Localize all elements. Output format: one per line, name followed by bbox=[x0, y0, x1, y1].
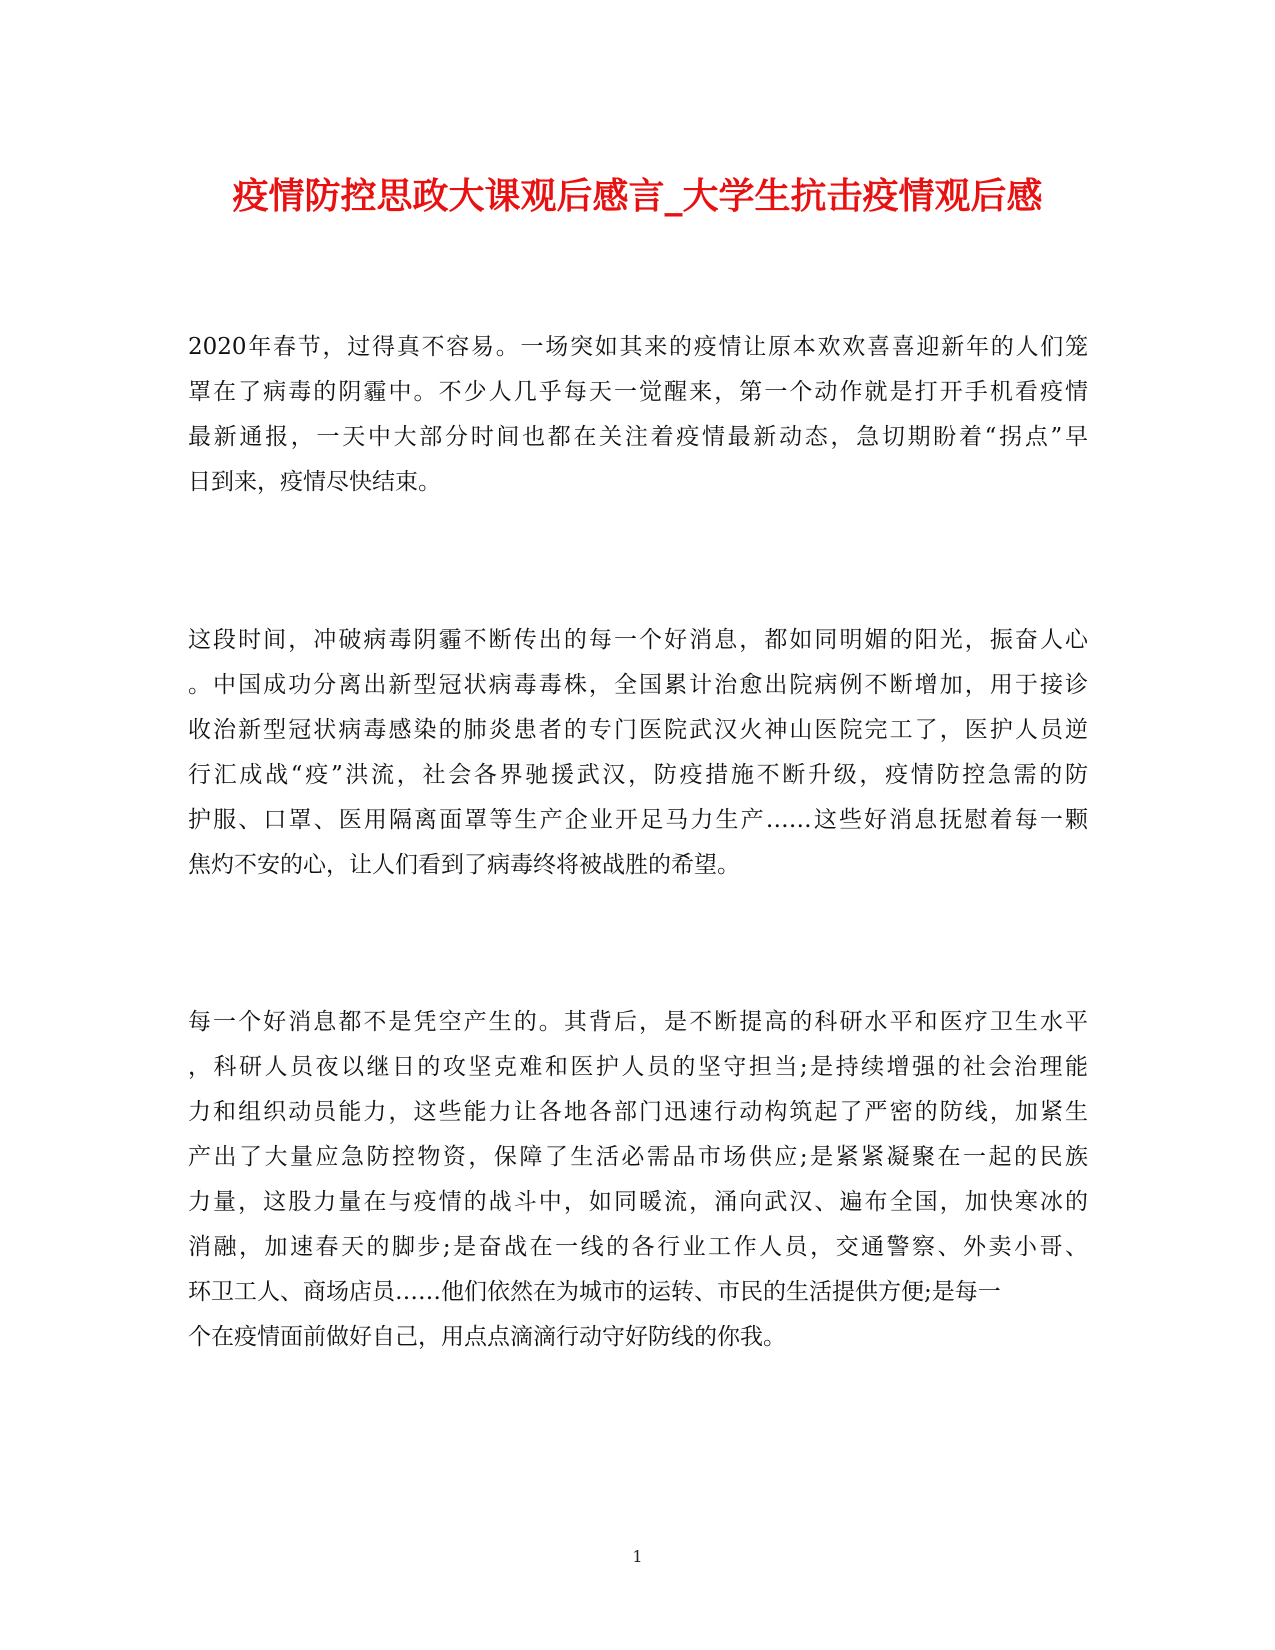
paragraph-1 bbox=[188, 325, 1088, 505]
paragraph-line: 护服、口罩、医用隔离面罩等生产企业开足马力生产……这些好消息抚慰着每一颗 bbox=[188, 807, 1088, 833]
paragraph-line: 力量，这股力量在与疫情的战斗中，如同暖流，涌向武汉、遍布全国，加快寒冰的 bbox=[188, 1189, 1088, 1215]
paragraph-line: 收治新型冠状病毒感染的肺炎患者的专门医院武汉火神山医院完工了，医护人员逆 bbox=[188, 717, 1088, 743]
paragraph-line: 产出了大量应急防控物资，保障了生活必需品市场供应;是紧紧凝聚在一起的民族 bbox=[188, 1144, 1088, 1170]
paragraph-line: 行汇成战“疫”洪流，社会各界驰援武汉，防疫措施不断升级，疫情防控急需的防 bbox=[188, 762, 1088, 788]
document-title: 疫情防控思政大课观后感言_大学生抗击疫情观后感 bbox=[232, 175, 1043, 217]
paragraph-line: 每一个好消息都不是凭空产生的。其背后，是不断提高的科研水平和医疗卫生水平 bbox=[188, 1009, 1088, 1035]
paragraph-line: 这段时间，冲破病毒阴霾不断传出的每一个好消息，都如同明媚的阳光，振奋人心 bbox=[188, 627, 1088, 653]
paragraph-3 bbox=[188, 1000, 1088, 1360]
paragraph-line: 焦灼不安的心，让人们看到了病毒终将被战胜的希望。 bbox=[188, 852, 740, 878]
paragraph-line: 个在疫情面前做好自己，用点点滴滴行动守好防线的你我。 bbox=[188, 1324, 786, 1350]
paragraph-line: 最新通报，一天中大部分时间也都在关注着疫情最新动态，急切期盼着“拐点”早 bbox=[188, 424, 1088, 450]
paragraph-line: 消融，加速春天的脚步;是奋战在一线的各行业工作人员，交通警察、外卖小哥、 bbox=[188, 1234, 1088, 1260]
paragraph-2 bbox=[188, 618, 1088, 888]
paragraph-line: 。中国成功分离出新型冠状病毒毒株，全国累计治愈出院病例不断增加，用于接诊 bbox=[188, 672, 1088, 698]
paragraph-line: ，科研人员夜以继日的攻坚克难和医护人员的坚守担当;是持续增强的社会治理能 bbox=[188, 1054, 1088, 1080]
paragraph-line: 日到来，疫情尽快结束。 bbox=[188, 469, 441, 495]
paragraph-line: 环卫工人、商场店员……他们依然在为城市的运转、市民的生活提供方便;是每一 bbox=[188, 1279, 1001, 1305]
paragraph-line: 力和组织动员能力，这些能力让各地各部门迅速行动构筑起了严密的防线，加紧生 bbox=[188, 1099, 1088, 1125]
paragraph-line: 2020年春节，过得真不容易。一场突如其来的疫情让原本欢欢喜喜迎新年的人们笼 bbox=[188, 334, 1088, 360]
paragraph-line: 罩在了病毒的阴霾中。不少人几乎每天一觉醒来，第一个动作就是打开手机看疫情 bbox=[188, 379, 1088, 405]
page-number: 1 bbox=[632, 1547, 643, 1566]
